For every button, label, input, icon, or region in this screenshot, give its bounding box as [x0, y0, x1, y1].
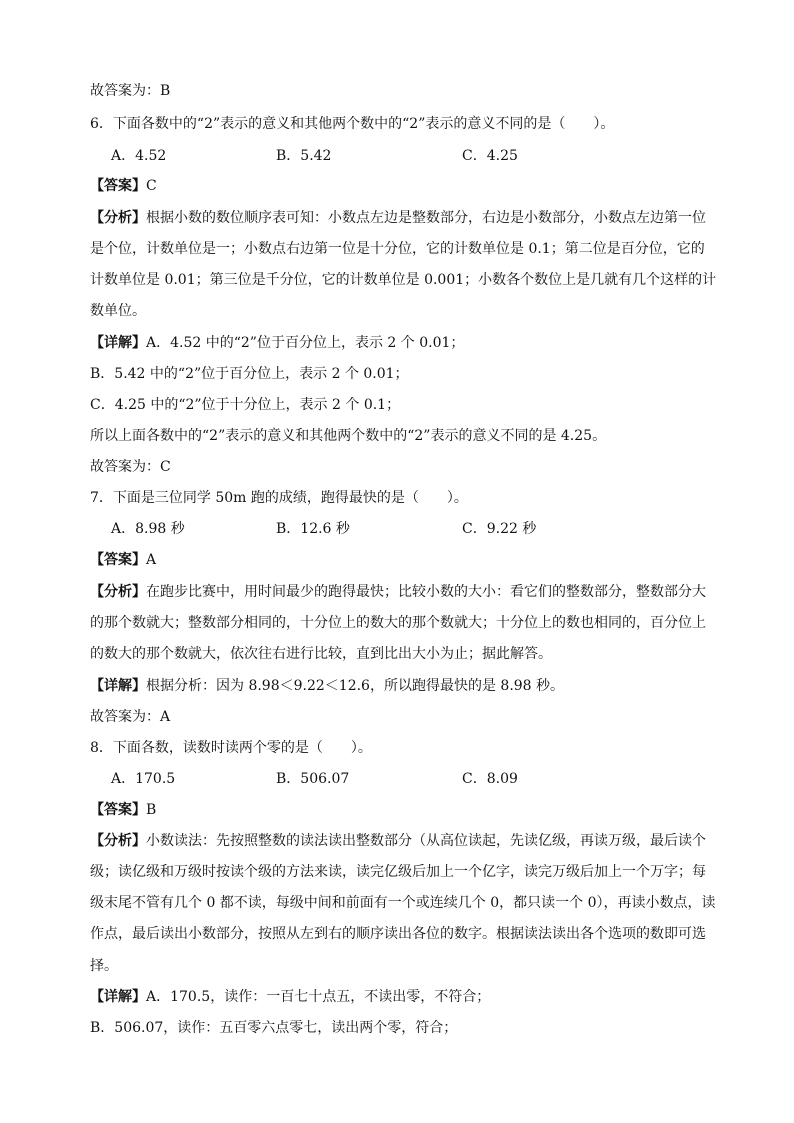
answer-line: 故答案为：B: [90, 83, 171, 99]
q7-option-c: C．9.22 秒: [462, 521, 537, 537]
q8-analysis-5: 择。: [90, 958, 118, 974]
detail-text: 根据分析：因为 8.98＜9.22＜12.6，所以跑得最快的是 8.98 秒。: [146, 678, 565, 694]
q7-analysis-1: [90, 583, 706, 601]
q8-analysis-2: 级；读亿级和万级时按读个级的方法来读，读完亿级后加上一个亿字，读完万级后加上一个万字；每: [90, 864, 706, 880]
q6-detail-1: [90, 334, 464, 352]
q6-detail-4: 所以上面各数中的“2”表示的意义和其他两个数中的“2”表示的意义不同的是 4.25。: [90, 428, 607, 444]
q6-option-a: A．4.52: [111, 148, 167, 164]
q6-analysis-4: 数单位。: [90, 303, 146, 319]
q6-option-c: C．4.25: [462, 148, 518, 164]
question-6: 6．下面各数中的“2”表示的意义和其他两个数中的“2”表示的意义不同的是（ ）。: [90, 116, 615, 132]
analysis-text: 在跑步比赛中，用时间最少的跑得最快；比较小数的大小：看它们的整数部分，整数部分大: [146, 584, 706, 600]
analysis-text: 小数读法：先按照整数的读法读出整数部分（从高位读起，先读亿级，再读万级，最后读个: [146, 833, 706, 849]
q8-option-b: B．506.07: [276, 771, 350, 787]
answer-value: C: [146, 178, 157, 194]
detail-text: A．170.5，读作：一百七十点五，不读出零，不符合；: [146, 989, 491, 1005]
q7-option-a: A．8.98 秒: [111, 521, 185, 537]
answer-value: A: [146, 552, 157, 568]
q8-answer: [90, 801, 156, 819]
q7-analysis-2: 的那个数就大；整数部分相同的，十分位上的数大的那个数就大；十分位上的数也相同的，百分位上: [90, 615, 706, 631]
q8-analysis-4: 作点，最后读出小数部分，按照从左到右的顺序读出各位的数字。根据读法读出各个选项的数即可选: [90, 926, 706, 942]
q7-answer: [90, 551, 156, 569]
q6-detail-3: C．4.25 中的“2”位于十分位上，表示 2 个 0.1；: [90, 397, 401, 413]
detail-tag: 【详解】: [90, 335, 146, 351]
question-8: 8．下面各数，读数时读两个零的是（ ）。: [90, 740, 372, 756]
q6-answer: [90, 177, 157, 195]
q7-analysis-3: 的数大的那个数就大，依次往右进行比较，直到比出大小为止；据此解答。: [90, 646, 552, 662]
answer-value: B: [146, 802, 157, 818]
analysis-text: 根据小数的数位顺序表可知：小数点左边是整数部分，右边是小数部分，小数点左边第一位: [146, 210, 706, 226]
q6-option-b: B．5.42: [276, 148, 332, 164]
q8-detail-1: [90, 988, 490, 1006]
q6-analysis-3: 计数单位是 0.01；第三位是千分位，它的计数单位是 0.001；小数各个数位上是几就有几个这样的计: [90, 272, 717, 288]
analysis-tag: 【分析】: [90, 584, 146, 600]
answer-tag: 【答案】: [90, 802, 146, 818]
q6-analysis-2: 是个位，计数单位是一；小数点右边第一位是十分位，它的计数单位是 0.1；第二位是百分位，它的: [90, 241, 705, 257]
analysis-tag: 【分析】: [90, 210, 146, 226]
answer-tag: 【答案】: [90, 552, 146, 568]
q7-final-answer: 故答案为：A: [90, 709, 171, 725]
q8-option-c: C．8.09: [462, 771, 518, 787]
detail-text: A．4.52 中的“2”位于百分位上，表示 2 个 0.01；: [146, 335, 465, 351]
q8-option-a: A．170.5: [111, 771, 176, 787]
detail-tag: 【详解】: [90, 989, 146, 1005]
answer-tag: 【答案】: [90, 178, 146, 194]
q6-detail-2: B．5.42 中的“2”位于百分位上，表示 2 个 0.01；: [90, 366, 409, 382]
q7-option-b: B．12.6 秒: [276, 521, 350, 537]
q8-detail-2: B．506.07，读作：五百零六点零七，读出两个零，符合；: [90, 1020, 458, 1036]
q6-analysis-1: [90, 209, 706, 227]
question-7: 7．下面是三位同学 50m 跑的成绩，跑得最快的是（ ）。: [90, 490, 468, 506]
q8-analysis-1: [90, 832, 706, 850]
q8-analysis-3: 级末尾不管有几个 0 都不读，每级中间和前面有一个或连续几个 0，都只读一个 0），再读小数点，读: [90, 895, 716, 911]
analysis-tag: 【分析】: [90, 833, 146, 849]
q6-final-answer: 故答案为：C: [90, 459, 171, 475]
detail-tag: 【详解】: [90, 678, 146, 694]
q7-detail-1: [90, 677, 564, 695]
